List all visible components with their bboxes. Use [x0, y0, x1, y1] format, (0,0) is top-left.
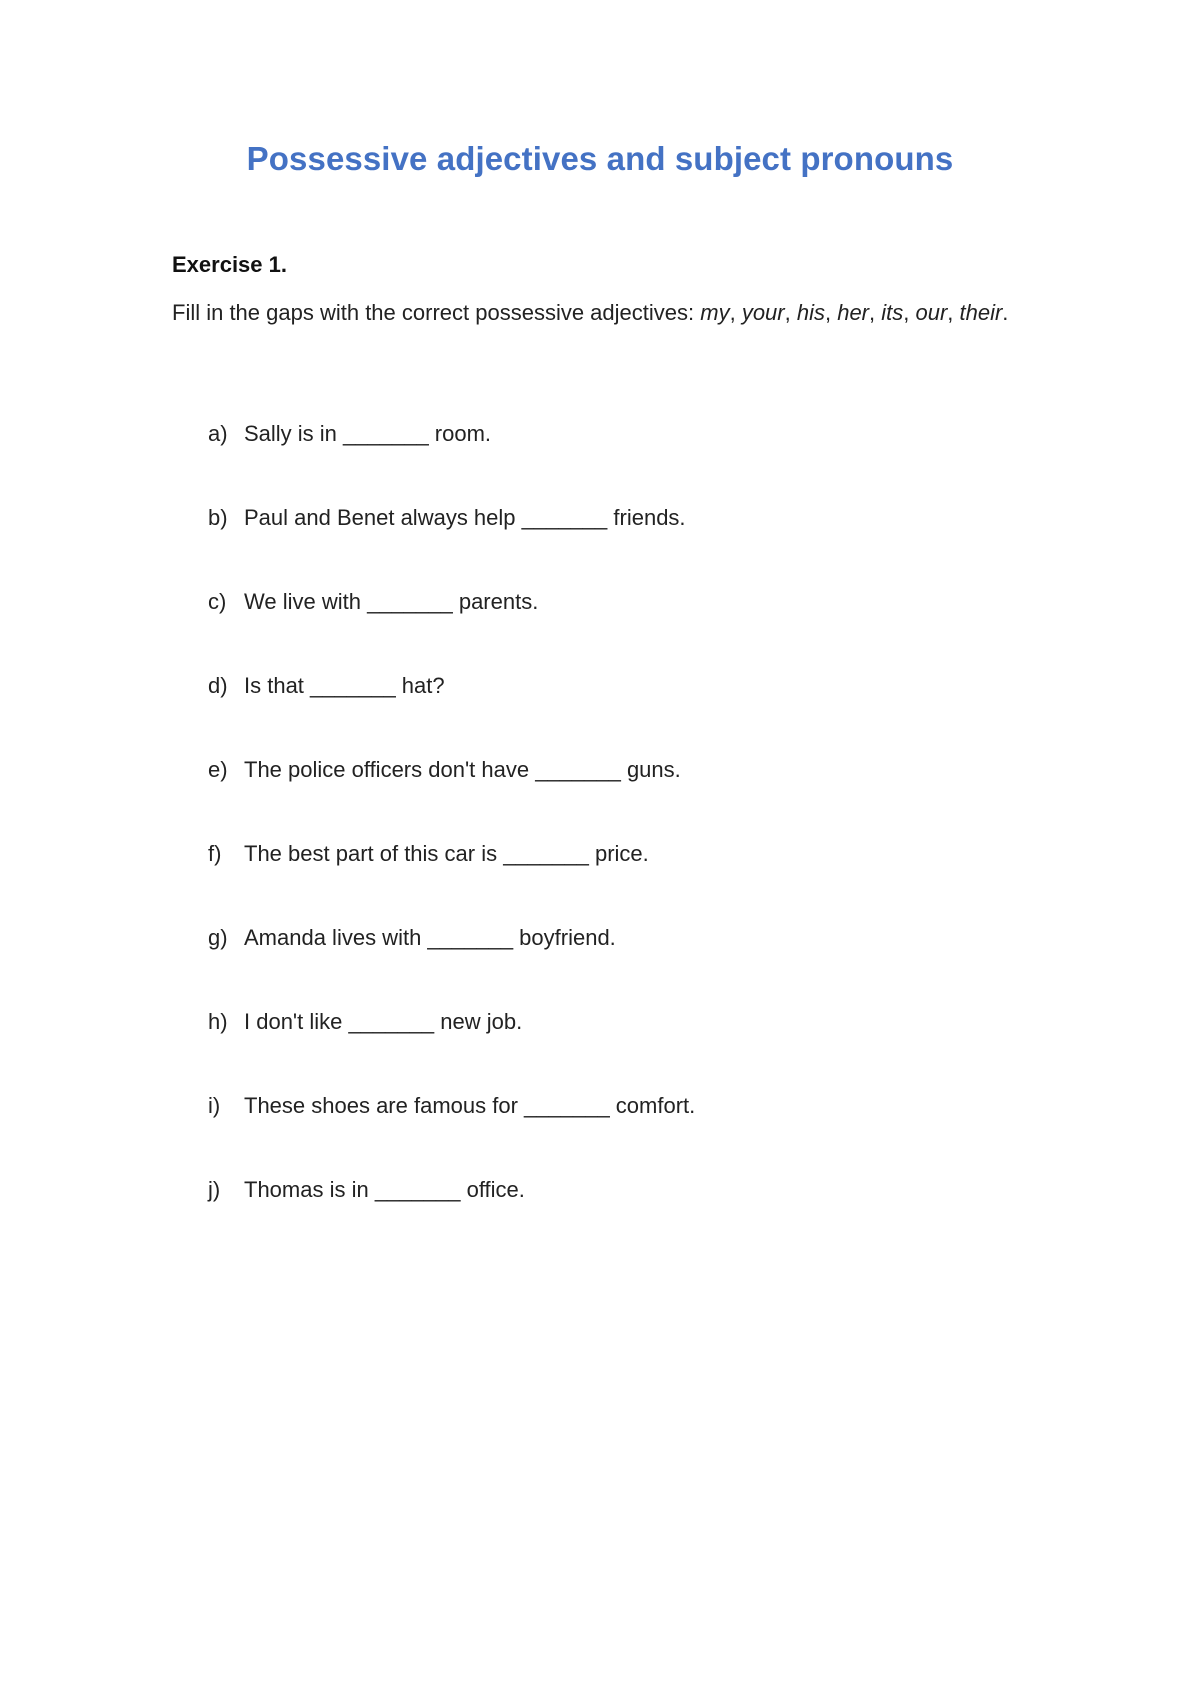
- item-text: Sally is in _______ room.: [244, 421, 492, 446]
- item-text: The best part of this car is _______ price.: [244, 841, 649, 866]
- item-text: I don't like _______ new job.: [244, 1009, 523, 1034]
- item-text: Thomas is in _______ office.: [244, 1177, 525, 1202]
- exercise-item: [208, 504, 695, 588]
- instruction-word: our: [915, 300, 948, 325]
- item-letter: i): [208, 1093, 221, 1118]
- item-letter: c): [208, 589, 227, 614]
- item-letter: b): [208, 505, 228, 530]
- page-title: Possessive adjectives and subject pronouns: [246, 140, 954, 177]
- exercise-item: [208, 588, 695, 672]
- item-text: These shoes are famous for _______ comfort.: [244, 1093, 696, 1118]
- instruction-word: your: [741, 300, 785, 325]
- instructions-lead: Fill in the gaps with the correct possessive adjectives:: [172, 300, 701, 325]
- item-letter: j): [208, 1177, 221, 1202]
- instruction-word: her: [837, 300, 869, 325]
- item-text: Is that _______ hat?: [244, 673, 445, 698]
- item-text: We live with _______ parents.: [244, 589, 539, 614]
- exercise-item: [208, 672, 695, 756]
- exercise-item: [208, 756, 695, 840]
- item-letter: e): [208, 757, 228, 782]
- item-letter: d): [208, 673, 228, 698]
- item-letter: h): [208, 1009, 228, 1034]
- item-letter: a): [208, 421, 228, 446]
- item-text: Paul and Benet always help _______ friends.: [244, 505, 686, 530]
- instruction-word: his: [796, 300, 825, 325]
- exercise-item: [208, 1092, 695, 1176]
- instruction-word: my: [700, 300, 730, 325]
- exercise-instructions: Fill in the gaps with the correct possessive adjectives: my, your, his, her, its, our, their.: [172, 300, 1009, 325]
- exercise-item: [208, 1176, 695, 1260]
- exercise-item-list: [208, 420, 695, 1260]
- exercise-item: [208, 924, 695, 1008]
- exercise-item: [208, 840, 695, 924]
- exercise-item: [208, 1008, 695, 1092]
- item-text: Amanda lives with _______ boyfriend.: [244, 925, 616, 950]
- item-text: The police officers don't have _______ guns.: [244, 757, 681, 782]
- exercise-item: [208, 420, 695, 504]
- instruction-word: their: [959, 300, 1003, 325]
- exercise-heading: Exercise 1.: [172, 252, 287, 277]
- item-letter: f): [208, 841, 222, 866]
- instruction-word: its: [881, 300, 904, 325]
- item-letter: g): [208, 925, 228, 950]
